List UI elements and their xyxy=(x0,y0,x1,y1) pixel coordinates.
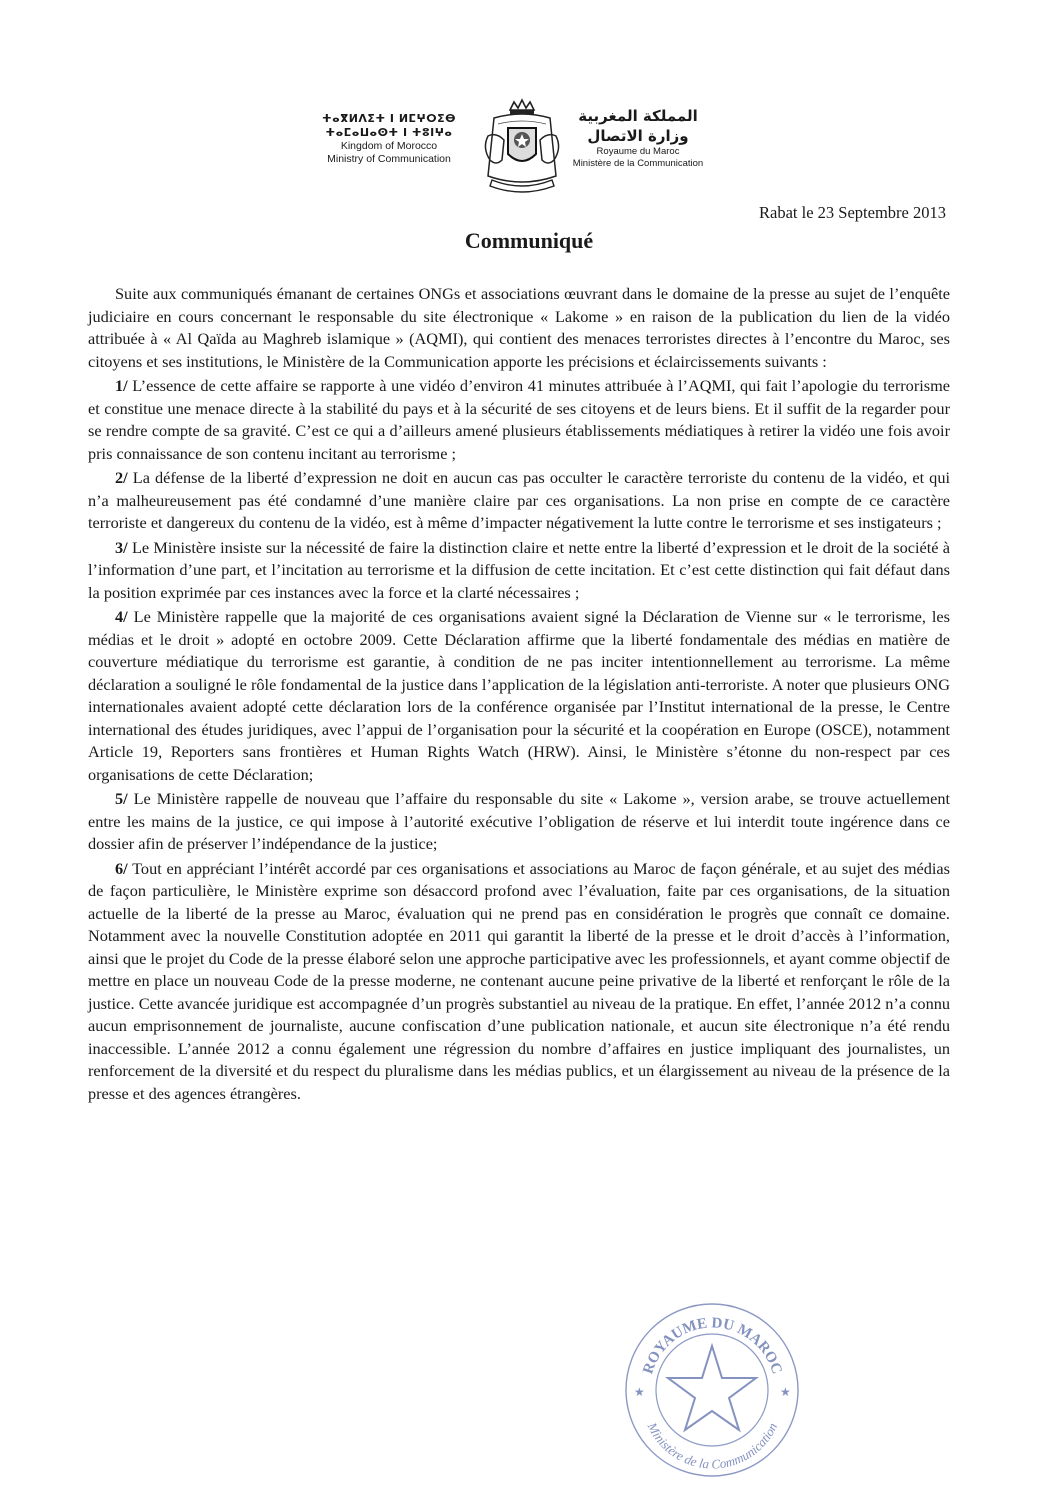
point-number: 1/ xyxy=(115,376,128,395)
point-3 xyxy=(88,537,950,605)
point-2 xyxy=(88,467,950,535)
seal-top-text: ROYAUME DU MAROC xyxy=(640,1315,785,1377)
seal-bottom-text: Ministère de la Communication xyxy=(644,1420,781,1472)
document-title: Communiqué xyxy=(464,228,594,253)
point-text: L’essence de cette affaire se rapporte à une vidéo d’environ 41 minutes attribuée à l’AQMI, qui fait l’apologie du terrorisme et constitue une menace directe à la stabilité du pays et à la sécurité de ses citoyens et de leurs biens. Et il suffit de la regarder pour se rendre compte de sa gravité. C’est ce qui a d’ailleurs amené plusieurs établissements médiatiques à retirer la vidéo une fois avoir pris connaissance de son contenu incitant au terrorisme ; xyxy=(88,376,950,463)
point-number: 6/ xyxy=(115,858,128,878)
point-number: 5/ xyxy=(115,789,128,808)
seal-star-right: ★ xyxy=(780,1385,791,1399)
point-number: 4/ xyxy=(115,607,128,626)
ministry-label-fr: Ministère de la Communication xyxy=(572,158,704,169)
kingdom-label-fr: Royaume du Maroc xyxy=(596,146,680,157)
document-date: Rabat le 23 Septembre 2013 xyxy=(759,203,946,222)
point-6 xyxy=(88,858,950,1106)
ministry-label-ar: وزارة الاتصال xyxy=(587,127,689,145)
kingdom-label-ar: المملكة المغربية xyxy=(578,107,698,125)
point-text: Le Ministère rappelle que la majorité de ces organisations avaient signé la Déclaration de Vienne sur « le terrorisme, les médias et le droit » adopté en octobre 2009. Cette Déclaration affirme que la liberté fondamentale des médias en matière de couverture médiatique du terrorisme est garantie, à condition de ne pas inciter intentionnellement au terrorisme. La même déclaration a souligné le rôle fondamental de la justice dans l’application de la législation anti-terroriste. A noter que plusieurs ONG internationales avaient adopté cette déclaration lors de la conférence organisée par l’Institut international de la presse, le Centre international des études juridiques, avec l’appui de l’organisation pour la sécurité et la coopération en Europe (OSCE), notamment Article 19, Reporters sans frontières et Human Rights Watch (HRW). Ainsi, le Ministère s’étonne du non-respect par ces organisations de cette Déclaration; xyxy=(88,607,950,784)
royal-coat-of-arms-icon xyxy=(474,96,570,196)
point-text: Le Ministère rappelle de nouveau que l’affaire du responsable du site « Lakome », version arabe, se trouve actuellement entre les mains de la justice, ce qui impose à l’autorité exécutive l’obligation de réserve et lui interdit toute ingérence dans ce dossier afin de préserver l’indépendance de la justice; xyxy=(88,789,950,853)
star-seal-icon xyxy=(620,1298,805,1483)
letterhead xyxy=(0,96,1058,196)
ministry-label-en: Ministry of Communication xyxy=(327,153,451,165)
point-text: Tout en appréciant l’intérêt accordé par ces organisations et associations au Maroc de façon générale, et au sujet des médias de façon particulière, le Ministère exprime son désaccord profond avec l’évaluation, faite par ces organisations, de la situation actuelle de la liberté de la presse au Maroc, évaluation qui ne prend pas en considération le progrès que connaît ce domaine. Notamment avec la nouvelle Constitution adoptée en 2011 qui garantit la liberté de la presse et le droit d’accès à l’information, ainsi que le projet du Code de la presse élaboré selon une approche participative avec les professionnels, et ayant comme objectif de mettre en place un nouveau Code de la presse moderne, ne contenant aucune peine privative de la liberté et renforçant le rôle de la justice. Cette avancée juridique est accompagnée d’un progrès substantiel au niveau de la pratique. En effet, l’année 2012 n’a connu aucun emprisonnement de journaliste, aucune confiscation d’une publication nationale, et aucun site électronique n’a été rendu inaccessible. L’année 2012 a connu également une régression du nombre d’affaires en justice impliquant des journalistes, un renforcement de la diversité et du respect du pluralisme dans les médias publics, et un élargissement au niveau de la présence de la presse et des agences étrangères. xyxy=(88,858,950,1103)
letterhead-left xyxy=(300,112,478,166)
point-number: 3/ xyxy=(115,537,128,557)
point-text: La défense de la liberté d’expression ne doit en aucun cas pas occulter le caractère terroriste du contenu de la vidéo, et qui n’a malheureusement pas été condamné d’une manière claire par ces organisations. La non prise en compte de ce caractère terroriste et dangereux du contenu de la vidéo, est à même d’impacter négativement la lutte contre le terrorisme et ses instigateurs ; xyxy=(88,468,950,532)
kingdom-label-en: Kingdom of Morocco xyxy=(340,140,438,152)
letterhead-right xyxy=(566,106,710,170)
point-5 xyxy=(88,788,950,856)
document-body xyxy=(88,283,950,1107)
svg-text:Ministère de la Communication xyxy=(644,1419,780,1471)
tifinagh-line-1: ⵜⴰⴳⵍⴷⵉⵜ ⵏ ⵍⵎⵖⵔⵉⴱ xyxy=(321,112,456,125)
point-4 xyxy=(88,606,950,786)
seal-star-left: ★ xyxy=(634,1385,645,1399)
point-number: 2/ xyxy=(115,468,128,487)
point-text: Le Ministère insiste sur la nécessité de faire la distinction claire et nette entre la liberté d’expression et le droit de la société à l’information d’une part, et l’incitation au terrorisme et la diffusion de cette incitation. Et c’est cette distinction qui fait défaut dans la position exprimée par ces instances avec la force et la clarté nécessaires ; xyxy=(88,537,950,602)
intro-paragraph: Suite aux communiqués émanant de certaines ONGs et associations œuvrant dans le domaine de la presse au sujet de l’enquête judiciaire en cours concernant le responsable du site électronique « Lakome » en raison de la publication du lien de la vidéo attribuée à « Al Qaïda au Maghreb islamique » (AQMI), qui contient des menaces terroristes directes à l’encontre du Maroc, ses citoyens et ses institutions, le Ministère de la Communication apporte les précisions et éclaircissements suivants : xyxy=(88,284,950,371)
point-1 xyxy=(88,375,950,465)
tifinagh-line-2: ⵜⴰⵎⴰⵡⴰⵙⵜ ⵏ ⵜⵓⵏⵖⴰ xyxy=(325,126,453,139)
